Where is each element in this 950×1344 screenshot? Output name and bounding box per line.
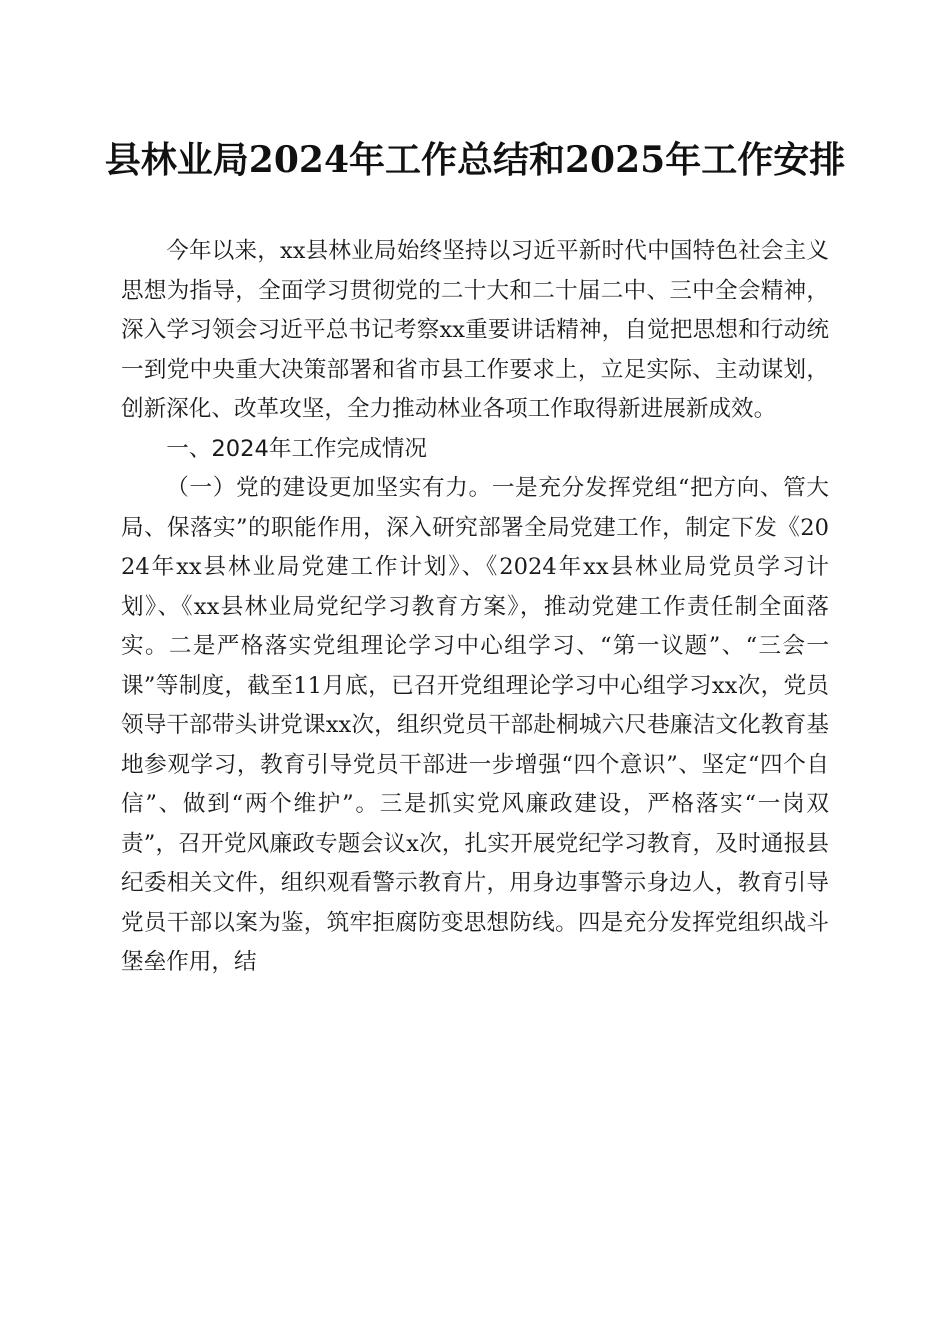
- subsection-body-1: 一是充分发挥党组“把方向、管大局、保落实”的职能作用，深入研究部署全局党建工作，制定下发《2024年xx县林业局党建工作计划》、《2024年xx县林业局党员学习计划》、《xx县林业局党纪学习教育方案》，推动党建工作责任制全面落实。二是严格落实党组理论学习中心组学习、“第一议题”、“三会一课”等制度，截至11月底，已召开党组理论学习中心组学习xx次，党员领导干部带头讲党课xx次，组织党员干部赴桐城六尺巷廉洁文化教育基地参观学习，教育引导党员干部进一步增强“四个意识”、坚定“四个自信”、做到“两个维护”。三是抓实党风廉政建设，严格落实“一岗双责”，召开党风廉政专题会议x次，扎实开展党纪学习教育，及时通报县纪委相关文件，组织观看警示教育片，用身边事警示身边人，教育引导党员干部以案为鉴，筑牢拒腐防变思想防线。四是充分发挥党组织战斗堡垒作用，结: [121, 475, 829, 975]
- subsection-heading-1: （一）党的建设更加坚实有力。: [166, 475, 492, 501]
- subsection-paragraph-1: [121, 469, 829, 983]
- document-title: 县林业局2024年工作总结和2025年工作安排: [104, 139, 846, 181]
- section-heading-1: 一、2024年工作完成情况: [166, 435, 428, 462]
- intro-paragraph: 今年以来，xx县林业局始终坚持以习近平新时代中国特色社会主义思想为指导，全面学习贯彻党的二十大和二十届二中、三中全会精神，深入学习领会习近平总书记考察xx重要讲话精神，自觉把思想和行动统一到党中央重大决策部署和省市县工作要求上，立足实际、主动谋划，创新深化、改革攻坚，全力推动林业各项工作取得新进展新成效。: [121, 238, 829, 422]
- document-body: [121, 232, 829, 983]
